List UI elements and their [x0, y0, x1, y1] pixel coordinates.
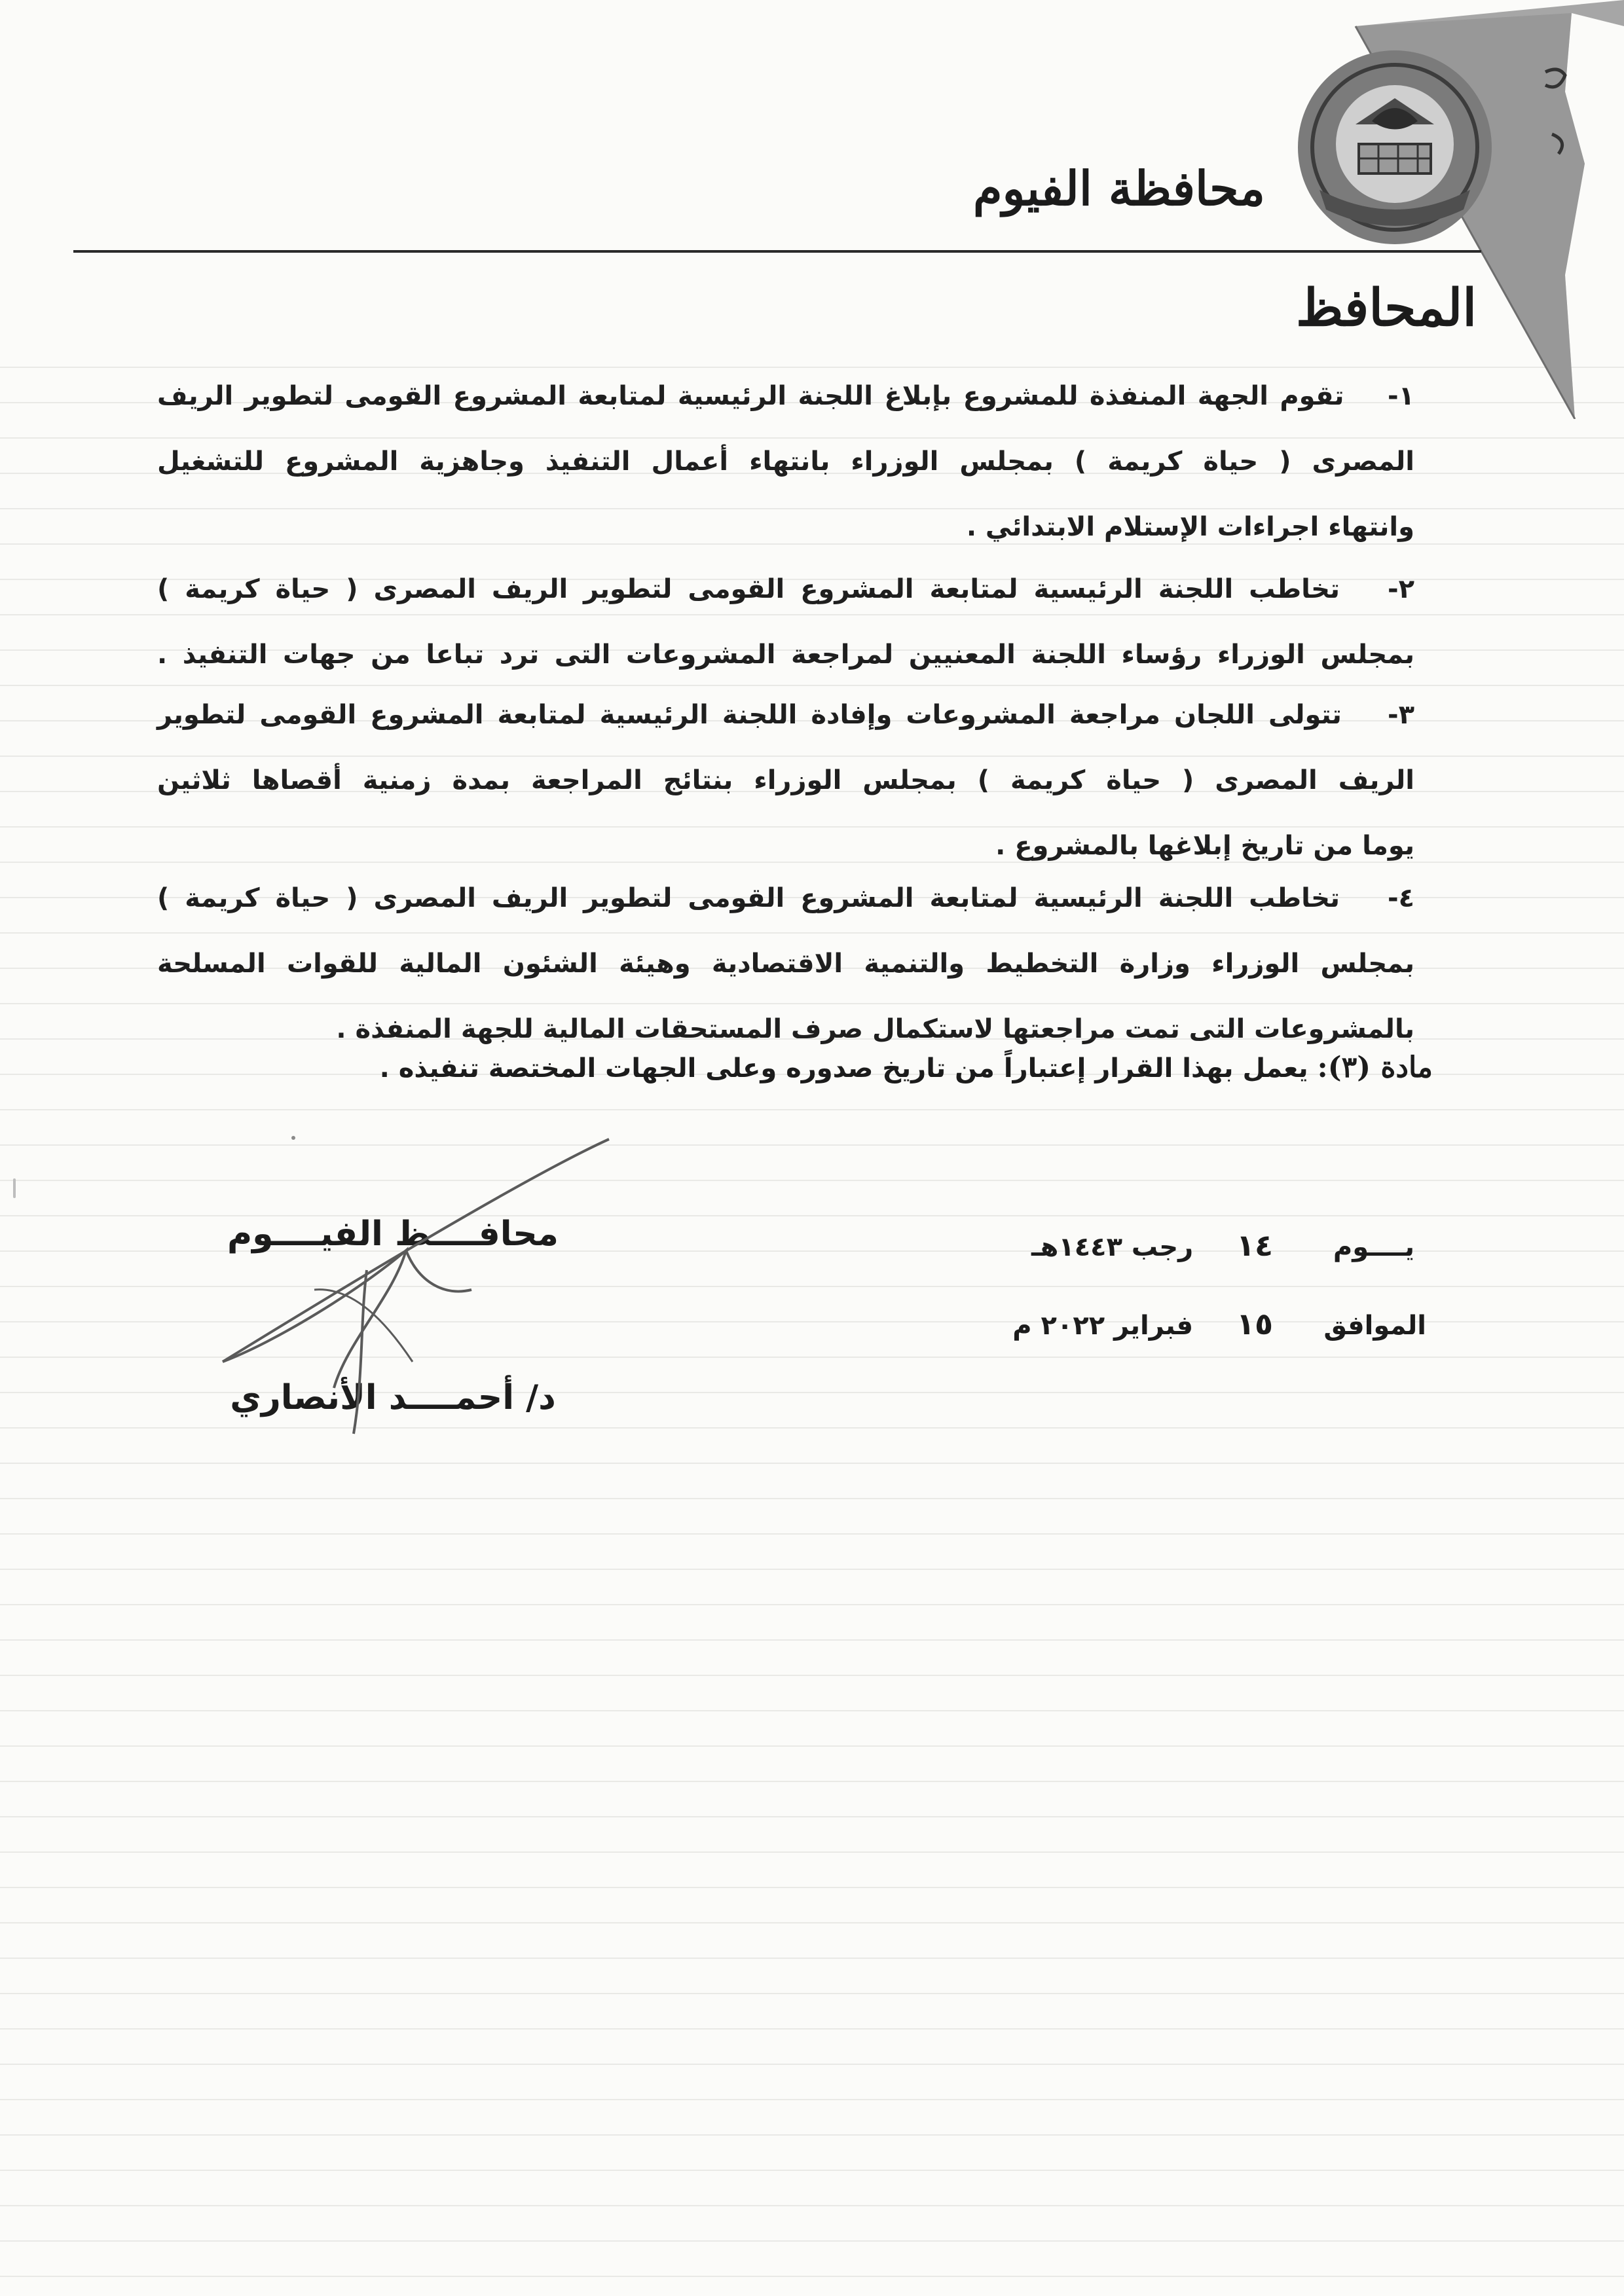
clause-line: الريف المصرى ( حياة كريمة ) بمجلس الوزراء بنتائج المراجعة بمدة زمنية أقصاها ثلاثين: [157, 765, 1414, 795]
ruled-line: [0, 1851, 1624, 1853]
governorate-seal-icon: [1293, 46, 1496, 249]
ruled-line: [0, 1604, 1624, 1605]
ruled-line: [0, 1745, 1624, 1747]
article-3: [380, 1051, 1433, 1084]
clause-line: ٢- تخاطب اللجنة الرئيسية لمتابعة المشروع القومى لتطوير الريف المصرى ( حياة كريمة ): [157, 556, 1414, 622]
gregorian-month-year: فبراير ٢٠٢٢ م: [1012, 1311, 1194, 1341]
governorate-title: محافظة الفيوم: [973, 160, 1265, 216]
clause-number: ٢-: [1387, 574, 1414, 604]
clause-line: ١- تقوم الجهة المنفذة للمشروع بإبلاغ اللجنة الرئيسية لمتابعة المشروع القومى لتطوير الريف: [157, 363, 1414, 429]
signatory-name: د/ أحمــــد الأنصاري: [230, 1378, 556, 1417]
ruled-line: [0, 2205, 1624, 2206]
gregorian-day: ١٥: [1236, 1306, 1274, 1341]
ruled-line: [0, 1887, 1624, 1888]
clause-line: بمجلس الوزراء رؤساء اللجنة المعنيين لمراجعة المشروعات التى ترد تباعا من جهات التنفيذ .: [157, 640, 1414, 670]
clause-line: يوما من تاريخ إبلاغها بالمشروع .: [995, 831, 1414, 861]
clause-line: ٤- تخاطب اللجنة الرئيسية لمتابعة المشروع القومى لتطوير الريف المصرى ( حياة كريمة ): [157, 866, 1414, 931]
clause-3: [157, 682, 1414, 879]
ruled-line: [0, 1710, 1624, 1711]
clause-line: وانتهاء اجراءات الإستلام الابتدائي .: [966, 512, 1414, 542]
ruled-line: [0, 1569, 1624, 1570]
gregorian-date-row: [1012, 1306, 1426, 1341]
article-label: مادة (٣):: [1317, 1051, 1433, 1084]
hijri-day: ١٤: [1236, 1228, 1274, 1263]
signatory-title: محافــــظ الفيــــوم: [227, 1214, 559, 1254]
ruled-line: [0, 1675, 1624, 1676]
ruled-line: [0, 2134, 1624, 2136]
hijri-date-row: [1031, 1228, 1414, 1263]
article-text: يعمل بهذا القرار إعتباراً من تاريخ صدوره وعلى الجهات المختصة تنفيذه .: [379, 1053, 1308, 1084]
corresponding-label: الموافق: [1323, 1311, 1426, 1341]
ruled-line: [0, 2028, 1624, 2030]
clause-line: ٣- تتولى اللجان مراجعة المشروعات وإفادة اللجنة الرئيسية لمتابعة المشروع القومى لتطوير: [157, 682, 1414, 748]
office-title: المحافظ: [1296, 278, 1477, 338]
clause-number: ١-: [1387, 381, 1414, 411]
clause-4: [157, 866, 1414, 1062]
clause-2: [157, 556, 1414, 687]
day-label: يــــوم: [1333, 1232, 1414, 1262]
ruled-line: [0, 2240, 1624, 2242]
ruled-line: [0, 1109, 1624, 1110]
scan-speck: [13, 1178, 16, 1198]
ruled-line: [0, 2276, 1624, 2277]
ruled-line: [0, 1781, 1624, 1782]
clause-number: ٣-: [1387, 700, 1414, 730]
scan-speck: [291, 1136, 295, 1140]
ruled-line: [0, 1639, 1624, 1641]
clause-number: ٤-: [1387, 883, 1414, 913]
hijri-month-year: رجب ١٤٤٣هـ: [1031, 1232, 1194, 1262]
ruled-line: [0, 1958, 1624, 1959]
ruled-line: [0, 1922, 1624, 1923]
header-divider: [73, 250, 1481, 253]
handwritten-signature: [196, 1126, 642, 1467]
ruled-line: [0, 1533, 1624, 1535]
ruled-line: [0, 2170, 1624, 2171]
clause-line: بمجلس الوزراء وزارة التخطيط والتنمية الاقتصادية وهيئة الشئون المالية للقوات المسلحة: [157, 949, 1414, 979]
ruled-line: [0, 1498, 1624, 1499]
clause-line: المصرى ( حياة كريمة ) بمجلس الوزراء بانتهاء أعمال التنفيذ وجاهزية المشروع للتشغيل: [157, 446, 1414, 477]
clause-line: بالمشروعات التى تمت مراجعتها لاستكمال صرف المستحقات المالية للجهة المنفذة .: [336, 1014, 1414, 1044]
ruled-line: [0, 1993, 1624, 1994]
clause-1: [157, 363, 1414, 560]
ruled-line: [0, 2064, 1624, 2065]
ruled-line: [0, 1816, 1624, 1817]
ruled-line: [0, 2099, 1624, 2100]
